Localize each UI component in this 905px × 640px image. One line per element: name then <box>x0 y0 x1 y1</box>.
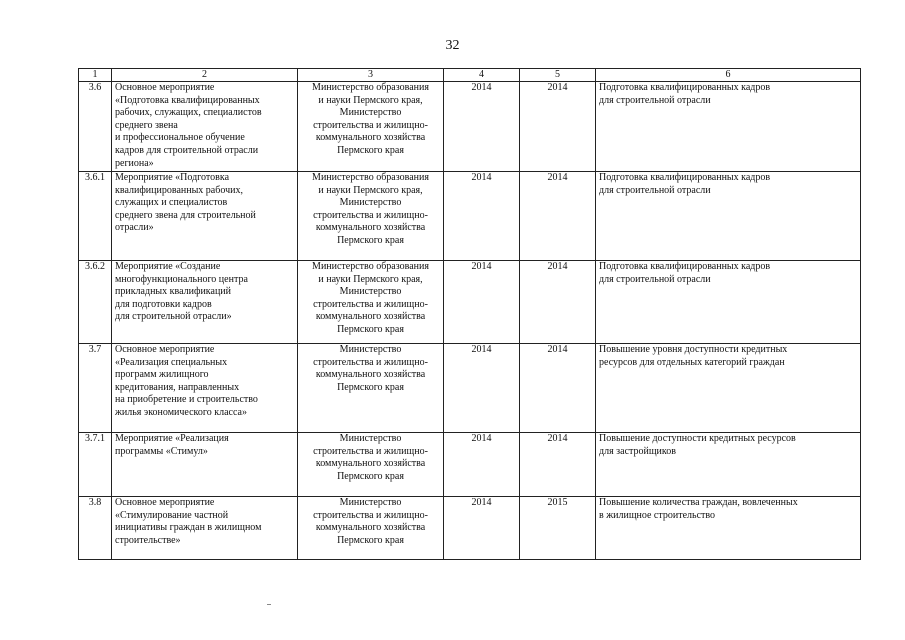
header-col-2: 2 <box>112 69 298 82</box>
start-year-cell: 2014 <box>444 82 520 172</box>
executor-cell: Министерство строительства и жилищно- коммунального хозяйства Пермского края <box>298 433 444 497</box>
activity-name-cell: Основное мероприятие «Стимулирование частной инициативы граждан в жилищном строительстве» <box>112 497 298 560</box>
program-activities-table <box>78 68 861 560</box>
expected-result-cell: Повышение количества граждан, вовлеченных в жилищное строительство <box>596 497 861 560</box>
end-year-cell: 2015 <box>520 497 596 560</box>
executor-cell: Министерство образования и науки Пермского края, Министерство строительства и жилищно- коммунального хозяйства Пермского края <box>298 172 444 261</box>
header-col-3: 3 <box>298 69 444 82</box>
header-col-6: 6 <box>596 69 861 82</box>
row-number-cell: 3.6.2 <box>79 261 112 344</box>
expected-result-cell: Подготовка квалифицированных кадров для строительной отрасли <box>596 82 861 172</box>
row-number-cell: 3.8 <box>79 497 112 560</box>
start-year-cell: 2014 <box>444 344 520 433</box>
end-year-cell: 2014 <box>520 172 596 261</box>
table-header <box>79 69 861 82</box>
expected-result-cell: Подготовка квалифицированных кадров для строительной отрасли <box>596 172 861 261</box>
page-number: 32 <box>445 38 460 53</box>
table-row <box>79 433 861 497</box>
end-year-cell: 2014 <box>520 82 596 172</box>
executor-cell: Министерство образования и науки Пермского края, Министерство строительства и жилищно- коммунального хозяйства Пермского края <box>298 82 444 172</box>
row-number-cell: 3.7.1 <box>79 433 112 497</box>
activity-name-cell: Мероприятие «Создание многофункционального центра прикладных квалификаций для подготовки кадров для строительной отрасли» <box>112 261 298 344</box>
start-year-cell: 2014 <box>444 433 520 497</box>
row-number-cell: 3.7 <box>79 344 112 433</box>
table-row <box>79 497 861 560</box>
executor-cell: Министерство строительства и жилищно- коммунального хозяйства Пермского края <box>298 497 444 560</box>
header-col-5: 5 <box>520 69 596 82</box>
expected-result-cell: Подготовка квалифицированных кадров для строительной отрасли <box>596 261 861 344</box>
scan-speck <box>267 604 271 605</box>
header-col-1: 1 <box>79 69 112 82</box>
end-year-cell: 2014 <box>520 433 596 497</box>
activity-name-cell: Мероприятие «Подготовка квалифицированных рабочих, служащих и специалистов среднего звена для строительной отрасли» <box>112 172 298 261</box>
activity-name-cell: Мероприятие «Реализация программы «Стимул» <box>112 433 298 497</box>
activity-name-cell: Основное мероприятие «Реализация специальных программ жилищного кредитования, направленных на приобретение и строительство жилья экономического класса» <box>112 344 298 433</box>
table-body <box>79 82 861 560</box>
end-year-cell: 2014 <box>520 344 596 433</box>
expected-result-cell: Повышение доступности кредитных ресурсов для застройщиков <box>596 433 861 497</box>
header-row <box>79 69 861 82</box>
start-year-cell: 2014 <box>444 497 520 560</box>
table-row <box>79 82 861 172</box>
start-year-cell: 2014 <box>444 172 520 261</box>
header-col-4: 4 <box>444 69 520 82</box>
start-year-cell: 2014 <box>444 261 520 344</box>
row-number-cell: 3.6 <box>79 82 112 172</box>
table-row <box>79 172 861 261</box>
table-row <box>79 261 861 344</box>
table-row <box>79 344 861 433</box>
executor-cell: Министерство образования и науки Пермского края, Министерство строительства и жилищно- коммунального хозяйства Пермского края <box>298 261 444 344</box>
row-number-cell: 3.6.1 <box>79 172 112 261</box>
expected-result-cell: Повышение уровня доступности кредитных ресурсов для отдельных категорий граждан <box>596 344 861 433</box>
activity-name-cell: Основное мероприятие «Подготовка квалифицированных рабочих, служащих, специалистов среднего звена и профессиональное обучение кадров для строительной отрасли региона» <box>112 82 298 172</box>
executor-cell: Министерство строительства и жилищно- коммунального хозяйства Пермского края <box>298 344 444 433</box>
end-year-cell: 2014 <box>520 261 596 344</box>
